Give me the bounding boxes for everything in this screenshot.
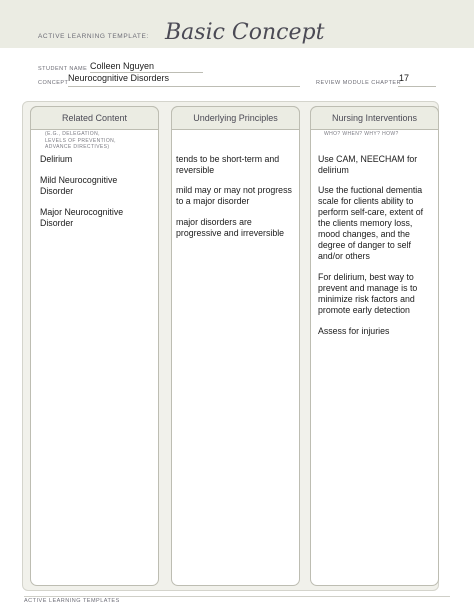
nursing-interventions-entry[interactable]: Assess for injuries xyxy=(318,326,390,336)
nursing-interventions-header xyxy=(310,106,439,130)
nursing-interventions-entry[interactable]: For delirium, best way to prevent and manage is to minimize risk factors and promote early detection xyxy=(318,272,418,315)
footer-label: ACTIVE LEARNING TEMPLATES xyxy=(24,598,120,604)
nursing-interventions-title: Nursing Interventions xyxy=(331,113,418,123)
underlying-principles-entry[interactable]: tends to be short-term and reversible xyxy=(176,154,280,175)
template-title: Basic Concept xyxy=(165,20,325,45)
nursing-interventions-entry[interactable]: Use CAM, NEECHAM for delirium xyxy=(318,154,418,175)
nursing-interventions-entry[interactable]: Use the fuctional dementia scale for clients ability to perform self-care, extent of the clients memory loss, mood changes, and the degree of danger to self and/or others xyxy=(318,185,424,261)
template-label: ACTIVE LEARNING TEMPLATE: xyxy=(38,33,149,40)
chapter-value[interactable]: 17 xyxy=(399,73,410,83)
student-name-value[interactable]: Colleen Nguyen xyxy=(90,61,155,71)
underlying-principles-entry[interactable]: mild may or may not progress to a major disorder xyxy=(176,185,292,206)
concept-label: CONCEPT xyxy=(38,80,69,86)
related-content-hint-line: LEVELS OF PREVENTION, xyxy=(45,137,116,144)
underlying-principles-title: Underlying Principles xyxy=(193,113,278,123)
related-content-hint-line: (E.G., DELEGATION, xyxy=(45,131,100,137)
related-content-hint-line: ADVANCE DIRECTIVES) xyxy=(45,144,110,150)
related-content-column xyxy=(30,106,159,586)
underlying-principles-header xyxy=(171,106,300,130)
underlying-principles-column xyxy=(171,106,300,586)
related-content-entry[interactable]: Mild Neurocognitive Disorder xyxy=(40,175,118,196)
underlying-principles-entry[interactable]: major disorders are progressive and irreversible xyxy=(176,217,285,238)
chapter-label: REVIEW MODULE CHAPTER xyxy=(316,80,402,86)
footer-divider xyxy=(24,596,450,597)
chapter-underline xyxy=(398,86,436,87)
related-content-header xyxy=(30,106,159,130)
nursing-interventions-column xyxy=(310,106,439,586)
related-content-entry[interactable]: Major Neurocognitive Disorder xyxy=(40,207,124,228)
student-name-label: STUDENT NAME xyxy=(38,66,88,72)
nursing-interventions-hint: WHO? WHEN? WHY? HOW? xyxy=(324,131,399,137)
related-content-entry[interactable]: Delirium xyxy=(40,154,73,164)
related-content-title: Related Content xyxy=(61,113,128,123)
concept-value[interactable]: Neurocognitive Disorders xyxy=(68,73,170,83)
concept-underline xyxy=(68,86,300,87)
